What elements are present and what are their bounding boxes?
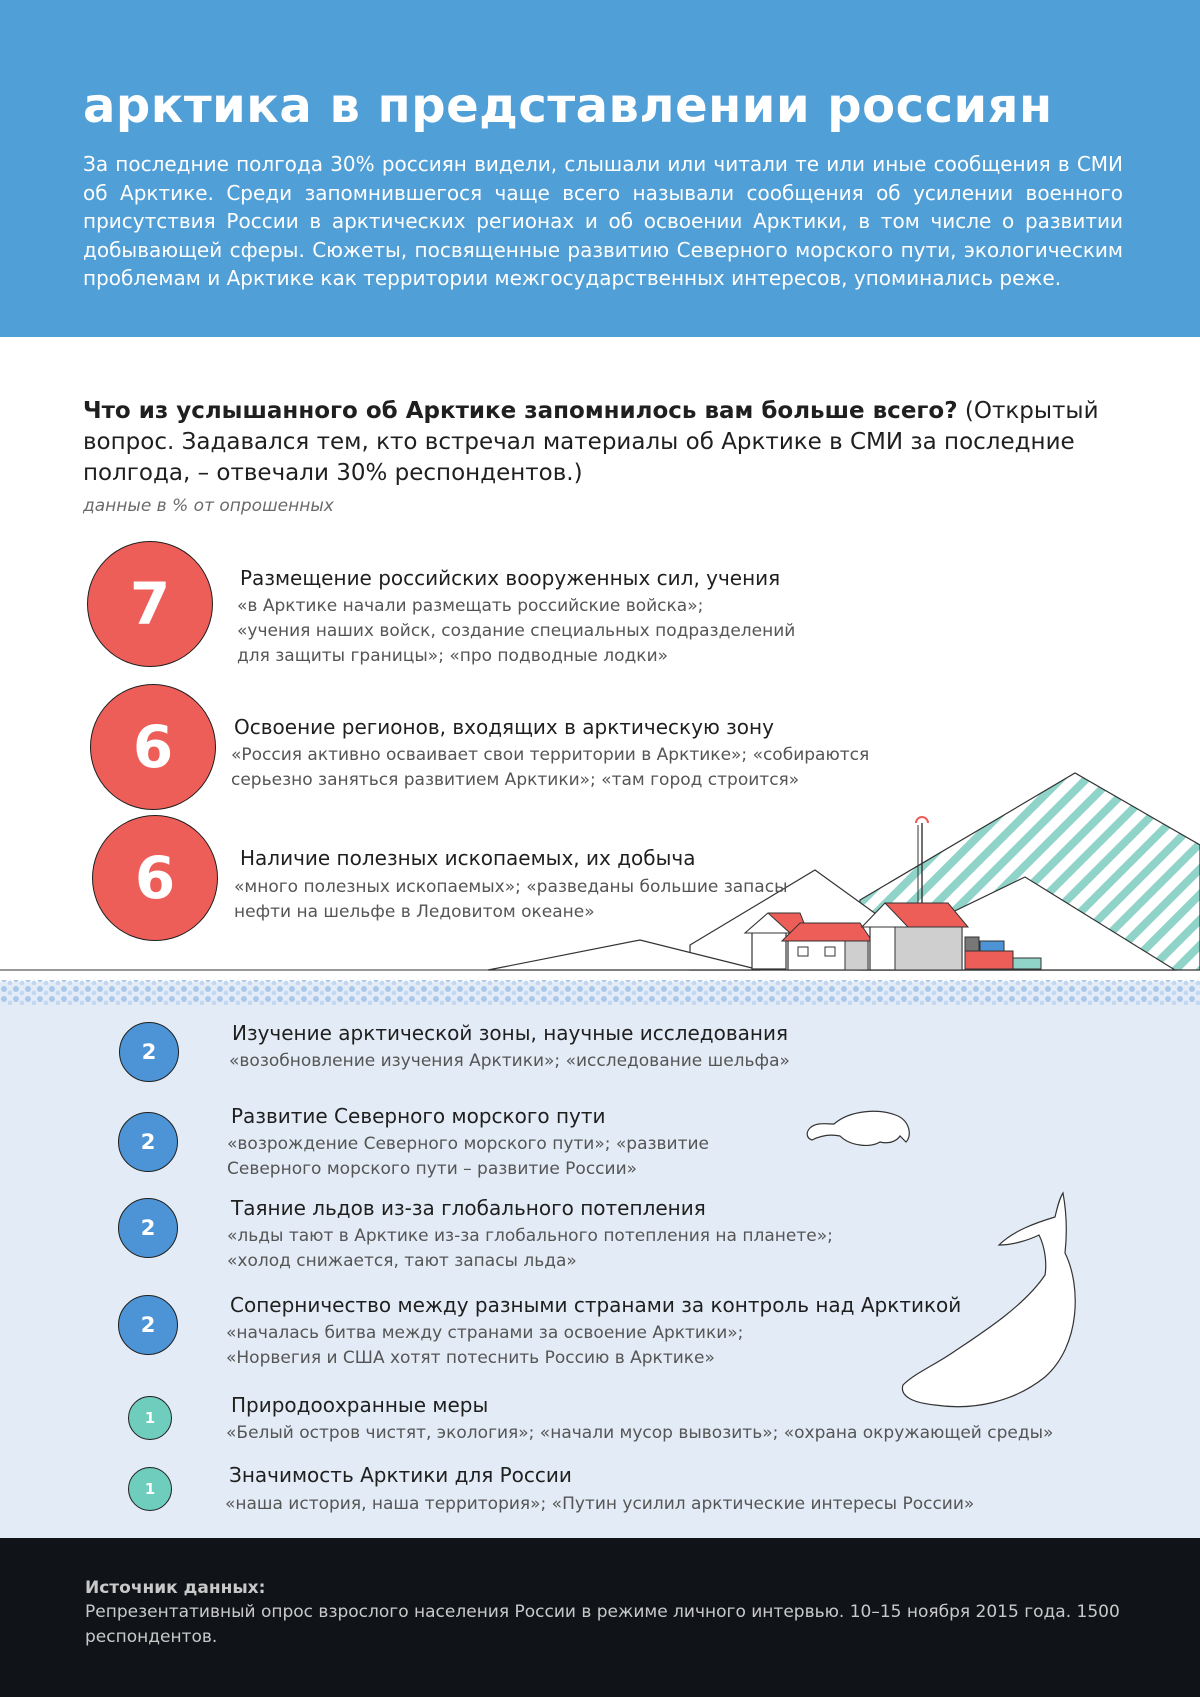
quote-line: «началась битва между странами за освоение Арктики»; [226,1323,744,1343]
survey-question [83,396,1123,489]
source-text: Репрезентативный опрос взрослого населения России в режиме личного интервью. 10–15 ноября 2015 года. 1500 респондентов. [85,1602,1120,1647]
quote-line: нефти на шельфе в Ледовитом океане» [234,902,595,922]
quote-line: «в Арктике начали размещать российские войска»; [237,596,704,616]
value-circle: 1 [128,1396,172,1440]
item-title: Природоохранные меры [231,1393,489,1417]
item-title: Таяние льдов из-за глобального потепления [231,1196,706,1220]
quote-line: «учения наших войск, создание специальных подразделений [237,621,796,641]
item-quote [227,1132,709,1182]
quote-line: «Норвегия и США хотят потеснить Россию в Арктике» [226,1348,715,1368]
value-circle: 7 [87,541,213,667]
question-note: (Открытый вопрос. Задавался тем, кто встречал материалы об Арктике в СМИ за последние полгода, – отвечали 30% респондентов.) [83,398,1099,486]
ice-shoreline [0,980,1200,1005]
question-bold: Что из услышанного об Арктике запомнилось вам больше всего? [83,398,958,424]
units-note: данные в % от опрошенных [83,496,334,516]
quote-line: Северного морского пути – развитие России» [227,1159,638,1179]
quote-line: «много полезных ископаемых»; «разведаны большие запасы [234,877,788,897]
quote-line: «льды тают в Арктике из-за глобального потепления на планете»; [227,1226,833,1246]
item-title: Изучение арктической зоны, научные исследования [232,1021,789,1045]
quote-line: серьезно заняться развитием Арктики»; «там город строится» [231,770,800,790]
item-quote [231,743,869,793]
source-label: Источник данных: [85,1578,266,1598]
item-title: Соперничество между разными странами за контроль над Арктикой [230,1293,962,1317]
value-circle: 2 [118,1198,178,1258]
value-circle: 2 [118,1295,178,1355]
value-circle: 6 [92,815,218,941]
value-circle: 2 [119,1022,179,1082]
item-quote [226,1321,743,1371]
item-title: Значимость Арктики для России [229,1463,572,1487]
house-large [862,903,968,970]
item-quote [229,1049,790,1074]
item-quote [226,1421,1053,1446]
value-circle: 6 [90,684,216,810]
quote-line: «возрождение Северного морского пути»; «развитие [227,1134,710,1154]
value-circle: 1 [128,1467,172,1511]
manatee-icon [800,1100,920,1160]
item-quote [225,1492,974,1517]
quote-line: «Белый остров чистят, экология»; «начали мусор вывозить»; «охрана окружающей среды» [226,1423,1054,1443]
quote-line: «холод снижается, тают запасы льда» [227,1251,577,1271]
quote-line: «Россия активно осваивает свои территории в Арктике»; «собираются [231,745,870,765]
quote-line: «наша история, наша территория»; «Путин усилил арктические интересы России» [225,1494,975,1514]
item-title: Освоение регионов, входящих в арктическую зону [234,715,774,739]
quote-line: «возобновление изучения Арктики»; «исследование шельфа» [229,1051,790,1071]
intro-paragraph: За последние полгода 30% россиян видели, слышали или читали те или иные сообщения в СМИ об Арктике. Среди запомнившегося чаще всего называли сообщения об усилении военного присутствия России в арктических регионах и об освоении Арктики, в том числе о развитии добывающей сферы. Сюжеты, посвященные развитию Северного морского пути, экологическим проблемам и Арктике как территории межгосударственных интересов, упоминались реже. [83,152,1123,290]
house-middle [782,923,872,970]
value-circle: 2 [118,1112,178,1172]
item-title: Наличие полезных ископаемых, их добыча [240,846,696,870]
quote-line: для защиты границы»; «про подводные лодки» [237,646,669,666]
page-title: арктика в представлении россиян [83,78,1053,134]
item-title: Размещение российских вооруженных сил, учения [240,566,781,590]
item-quote [234,875,788,925]
item-title: Развитие Северного морского пути [231,1104,606,1128]
item-quote [237,594,795,669]
item-quote [227,1224,833,1274]
